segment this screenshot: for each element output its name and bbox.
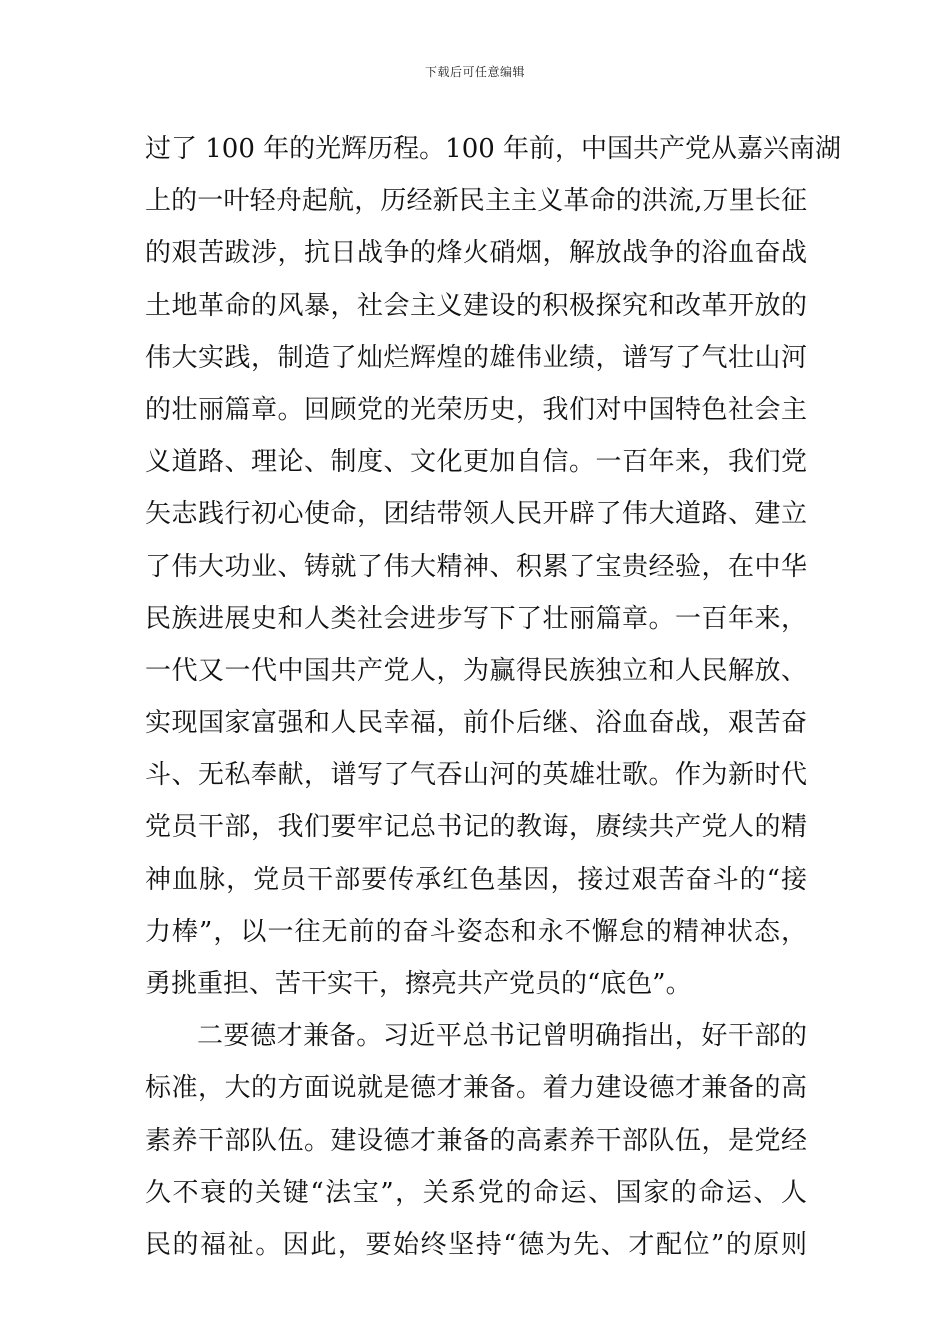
text-line: 神血脉，党员干部要传承红色基因，接过艰苦奋斗的“接: [145, 864, 807, 895]
text-line: 义道路、理论、制度、文化更加自信。一百年来，我们党: [145, 447, 807, 478]
paragraph-1: [145, 123, 842, 1010]
text-line: 久不衰的关键“法宝”，关系党的命运、国家的命运、人: [145, 1177, 807, 1208]
text-line: 伟大实践，制造了灿烂辉煌的雄伟业绩，谱写了气壮山河: [145, 342, 807, 373]
paragraph-2: [145, 1010, 807, 1271]
text-line: 二要德才兼备。习近平总书记曾明确指出，好干部的: [197, 1021, 807, 1052]
text-line: 力棒”，以一往无前的奋斗姿态和永不懈怠的精神状态，: [145, 916, 807, 947]
text-line: 民族进展史和人类社会进步写下了壮丽篇章。一百年来，: [145, 603, 807, 634]
document-body: [145, 123, 842, 1271]
text-line: 素养干部队伍。建设德才兼备的高素养干部队伍，是党经: [145, 1125, 807, 1156]
text-line: 矢志践行初心使命，团结带领人民开辟了伟大道路、建立: [145, 499, 807, 530]
text-line: 了伟大功业、铸就了伟大精神、积累了宝贵经验，在中华: [145, 551, 807, 582]
text-line: 的艰苦跋涉，抗日战争的烽火硝烟，解放战争的浴血奋战: [145, 238, 807, 269]
text-line: 上的一叶轻舟起航，历经新民主主义革命的洪流,万里长征: [145, 186, 807, 217]
page-header: 下载后可任意编辑: [424, 65, 525, 79]
text-line: 的壮丽篇章。回顾党的光荣历史，我们对中国特色社会主: [145, 394, 807, 425]
text-line: 实现国家富强和人民幸福，前仆后继、浴血奋战，艰苦奋: [145, 708, 807, 739]
text-line: 斗、无私奉献，谱写了气吞山河的英雄壮歌。作为新时代: [145, 760, 807, 791]
text-line: 勇挑重担、苦干实干，擦亮共产党员的“底色”。: [145, 969, 692, 999]
text-line: 标准，大的方面说就是德才兼备。着力建设德才兼备的高: [145, 1073, 807, 1104]
text-line: 一代又一代中国共产党人，为赢得民族独立和人民解放、: [145, 655, 807, 686]
text-line: 党员干部，我们要牢记总书记的教诲，赓续共产党人的精: [145, 812, 807, 843]
text-line: 过了 100 年的光辉历程。100 年前，中国共产党从嘉兴南湖: [145, 134, 842, 164]
text-line: 土地革命的风暴，社会主义建设的积极探究和改革开放的: [145, 290, 807, 321]
text-line: 民的福祉。因此，要始终坚持“德为先、才配位”的原则: [145, 1229, 807, 1260]
